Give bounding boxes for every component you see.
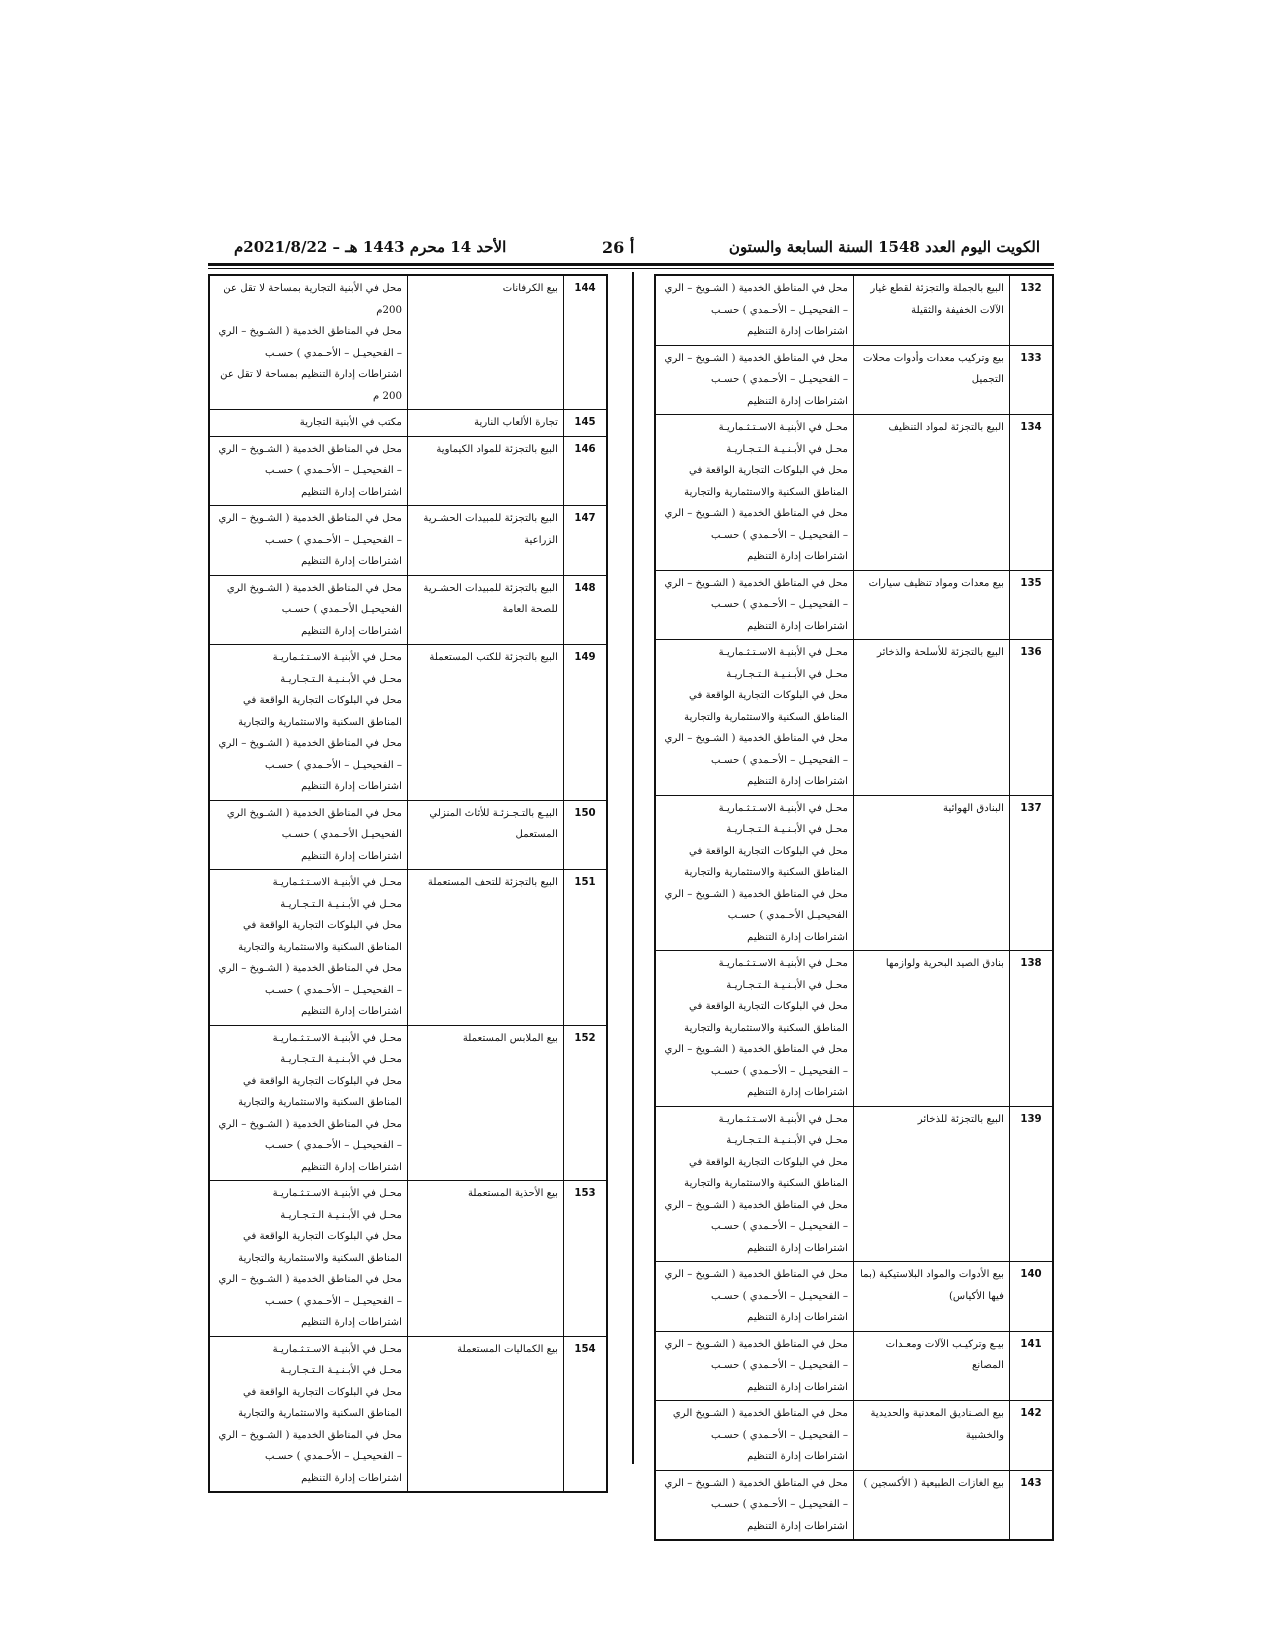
table-row: [209, 410, 607, 437]
page-number: أ 26: [602, 238, 635, 257]
row-number: 151: [564, 870, 608, 1026]
location-line: اشتراطات إدارة التنظيم: [301, 850, 402, 862]
location-line: محـل في الأبنيـة الاسـتـثـماريـة: [272, 1188, 402, 1199]
header-rule-thick: [208, 263, 1054, 266]
row-number: 133: [1010, 345, 1054, 415]
table-row: [655, 1470, 1053, 1540]
location-cell: [209, 410, 408, 437]
row-number: 139: [1010, 1106, 1054, 1262]
location-line: محل في المناطق الخدمية ( الشـويخ – الري: [664, 1269, 848, 1280]
location-line: محل في المناطق الخدمية ( الشـويخ – الري: [218, 1429, 402, 1441]
activities-table-left: [208, 274, 608, 1493]
location-line: محل في المناطق الخدمية ( الشـويخ – الري: [664, 733, 848, 744]
row-number: 147: [564, 506, 608, 576]
activity-cell: البيـع بالتـجـزئـة للأثاث المنزلي المستعمل: [408, 800, 564, 870]
location-line: – الفحيحيـل – الأحـمدي ) حسـب: [711, 1429, 848, 1441]
location-line: اشتراطات إدارة التنظيم: [747, 395, 848, 407]
activity-cell: البيع بالتجزئة للتحف المستعملة: [408, 870, 564, 1026]
activity-cell: بيع الأحذية المستعملة: [408, 1181, 564, 1337]
table-row: [655, 275, 1053, 345]
location-line: محـل في الأبـنـيـة الـتـجـاريـة: [280, 673, 402, 685]
activity-cell: بيـع وتركيـب الآلات ومعـدات المصانع: [854, 1331, 1010, 1401]
location-line: اشتراطات إدارة التنظيم: [747, 326, 848, 337]
location-line: اشتراطات إدارة التنظيم: [301, 781, 402, 792]
location-line: محل في المناطق الخدمية ( الشـويخ – الري: [664, 352, 848, 364]
row-number: 141: [1010, 1331, 1054, 1401]
location-line: محل في البلوكات التجارية الواقعة في: [688, 690, 848, 701]
activity-cell: البيع بالتجزئة للكتب المستعملة: [408, 645, 564, 801]
location-line: اشتراطات إدارة التنظيم: [747, 620, 848, 632]
table-row: [655, 345, 1053, 415]
location-line: – الفحيحيـل – الأحـمدي ) حسـب: [711, 1290, 848, 1302]
location-line: محـل في الأبـنـيـة الـتـجـاريـة: [726, 824, 848, 835]
location-line: – الفحيحيـل – الأحـمدي ) حسـب: [711, 599, 848, 610]
location-line: الفحيحيـل الأحـمدي ) حسـب: [281, 829, 402, 840]
location-cell: [209, 506, 408, 576]
location-cell: [655, 415, 854, 571]
row-number: 152: [564, 1025, 608, 1181]
location-line: المناطق السكنية والاستثمارية والتجارية: [238, 941, 402, 953]
row-number: 142: [1010, 1401, 1054, 1471]
location-line: محـل في الأبنيـة الاسـتـثـماريـة: [718, 647, 848, 658]
header-rule-thin: [208, 268, 1054, 269]
location-line: – الفحيحيـل – الأحـمدي ) حسـب: [711, 304, 848, 316]
location-cell: [655, 951, 854, 1107]
location-cell: [655, 640, 854, 796]
location-line: محل في المناطق الخدمية ( الشـويخ – الري: [664, 283, 848, 294]
location-cell: [655, 1262, 854, 1332]
row-number: 149: [564, 645, 608, 801]
location-line: الفحيحيـل الأحـمدي ) حسـب: [281, 604, 402, 615]
table-row: [655, 640, 1053, 796]
location-line: اشتراطات إدارة التنظيم: [301, 1317, 402, 1328]
location-cell: [209, 870, 408, 1026]
location-line: اشتراطات إدارة التنظيم: [747, 551, 848, 562]
location-line: اشتراطات إدارة التنظيم: [301, 1161, 402, 1173]
location-line: اشتراطات إدارة التنظيم: [747, 931, 848, 943]
location-line: محـل في الأبـنـيـة الـتـجـاريـة: [726, 668, 848, 680]
activity-cell: البيع بالتجزئة للذخائر: [854, 1106, 1010, 1262]
location-line: – الفحيحيـل – الأحـمدي ) حسـب: [711, 754, 848, 766]
location-line: محل في البلوكات التجارية الواقعة في: [688, 845, 848, 857]
row-number: 137: [1010, 795, 1054, 951]
activity-cell: البنادق الهوائية: [854, 795, 1010, 951]
location-line: محل في المناطق الخدمية ( الشـويخ – الري: [664, 1477, 848, 1489]
location-line: محل في المناطق الخدمية ( الشـويخ – الري: [218, 513, 402, 524]
activity-cell: بيع الأدوات والمواد البلاستيكية (بما فيها الأكياس): [854, 1262, 1010, 1332]
table-row: [655, 415, 1053, 571]
location-line: – الفحيحيـل – الأحـمدي ) حسـب: [265, 1295, 402, 1307]
location-cell: [209, 436, 408, 506]
location-cell: [655, 570, 854, 640]
location-line: – الفحيحيـل – الأحـمدي ) حسـب: [711, 374, 848, 385]
table-row: [209, 645, 607, 801]
row-number: 144: [564, 275, 608, 410]
location-line: المناطق السكنية والاستثمارية والتجارية: [684, 486, 848, 498]
location-line: المناطق السكنية والاستثمارية والتجارية: [684, 867, 848, 878]
row-number: 140: [1010, 1262, 1054, 1332]
location-line: محل في المناطق الخدمية ( الشـويخ – الري: [664, 1199, 848, 1211]
location-line: محل في المناطق الخدمية ( الشـويخ – الري: [218, 326, 402, 337]
location-cell: [655, 345, 854, 415]
location-cell: [655, 1331, 854, 1401]
location-line: 200م: [376, 304, 402, 316]
table-row: [655, 1262, 1053, 1332]
table-row: [209, 275, 607, 410]
location-line: اشتراطات إدارة التنظيم: [301, 486, 402, 498]
location-line: – الفحيحيـل – الأحـمدي ) حسـب: [711, 529, 848, 541]
location-line: محـل في الأبـنـيـة الـتـجـاريـة: [726, 1135, 848, 1146]
location-line: المناطق السكنية والاستثمارية والتجارية: [684, 1178, 848, 1189]
table-row: [655, 1401, 1053, 1471]
location-line: محل في البلوكات التجارية الواقعة في: [242, 695, 402, 706]
location-line: اشتراطات إدارة التنظيم: [747, 1087, 848, 1098]
location-line: محل في المناطق الخدمية ( الشـويخ – الري: [664, 1044, 848, 1055]
location-line: – الفحيحيـل – الأحـمدي ) حسـب: [711, 1360, 848, 1371]
location-line: محل في المناطق الخدمية ( الشـويخ الري: [226, 807, 402, 819]
location-line: محـل في الأبـنـيـة الـتـجـاريـة: [280, 1209, 402, 1221]
table-row: [655, 1106, 1053, 1262]
activity-cell: بنادق الصيد البحرية ولوازمها: [854, 951, 1010, 1107]
row-number: 154: [564, 1336, 608, 1492]
location-line: محل في البلوكات التجارية الواقعة في: [688, 1156, 848, 1168]
location-line: محل في البلوكات التجارية الواقعة في: [242, 1386, 402, 1398]
activity-cell: البيع بالتجزئة لمواد التنظيف: [854, 415, 1010, 571]
location-line: المناطق السكنية والاستثمارية والتجارية: [238, 1097, 402, 1108]
location-line: المناطق السكنية والاستثمارية والتجارية: [238, 1408, 402, 1419]
location-line: اشتراطات إدارة التنظيم: [747, 776, 848, 787]
location-line: محل في المناطق الخدمية ( الشـويخ – الري: [218, 738, 402, 749]
activity-cell: بيع معدات ومواد تنظيف سيارات: [854, 570, 1010, 640]
location-cell: [655, 1470, 854, 1540]
location-line: – الفحيحيـل – الأحـمدي ) حسـب: [711, 1499, 848, 1510]
table-row: [209, 870, 607, 1026]
location-line: محـل في الأبنيـة الاسـتـثـماريـة: [718, 958, 848, 969]
activities-table-right: [654, 274, 1054, 1541]
activity-cell: تجارة الألعاب النارية: [408, 410, 564, 437]
table-row: [655, 951, 1053, 1107]
location-line: محـل في الأبنيـة الاسـتـثـماريـة: [718, 422, 848, 433]
location-line: محل في المناطق الخدمية ( الشـويخ الري: [226, 582, 402, 594]
location-line: محل في البلوكات التجارية الواقعة في: [688, 1001, 848, 1012]
location-line: محل في البلوكات التجارية الواقعة في: [242, 1231, 402, 1242]
location-cell: [209, 800, 408, 870]
table-row: [209, 1336, 607, 1492]
table-row: [655, 1331, 1053, 1401]
location-line: محل في البلوكات التجارية الواقعة في: [242, 1075, 402, 1087]
location-cell: [655, 1401, 854, 1471]
location-line: محل في المناطق الخدمية ( الشـويخ – الري: [218, 1118, 402, 1130]
activity-cell: البيع بالجملة والتجزئة لقطع غيار الآلات الخفيفة والثقيلة: [854, 275, 1010, 345]
table-row: [209, 1025, 607, 1181]
location-line: 200 م: [373, 390, 402, 402]
location-line: محـل في الأبنيـة الاسـتـثـماريـة: [718, 802, 848, 814]
location-line: – الفحيحيـل – الأحـمدي ) حسـب: [265, 1451, 402, 1462]
location-line: محل في المناطق الخدمية ( الشـويخ – الري: [664, 1338, 848, 1350]
location-line: محل في المناطق الخدمية ( الشـويخ – الري: [664, 577, 848, 589]
row-number: 146: [564, 436, 608, 506]
table-row: [209, 800, 607, 870]
location-line: اشتراطات إدارة التنظيم: [747, 1312, 848, 1323]
row-number: 148: [564, 575, 608, 645]
location-line: محل في المناطق الخدمية ( الشـويخ – الري: [664, 888, 848, 900]
location-line: المناطق السكنية والاستثمارية والتجارية: [684, 1022, 848, 1034]
activity-cell: البيع بالتجزئة للأسلحة والذخائر: [854, 640, 1010, 796]
activity-cell: البيع بالتجزئة للمبيدات الحشـرية للصحة العامة: [408, 575, 564, 645]
location-line: اشتراطات إدارة التنظيم: [301, 625, 402, 637]
location-line: محـل في الأبنيـة الاسـتـثـماريـة: [272, 1032, 402, 1044]
location-line: محـل في الأبـنـيـة الـتـجـاريـة: [280, 1365, 402, 1376]
location-line: اشتراطات إدارة التنظيم بمساحة لا تقل عن: [220, 369, 402, 380]
row-number: 135: [1010, 570, 1054, 640]
row-number: 136: [1010, 640, 1054, 796]
location-cell: [655, 795, 854, 951]
row-number: 143: [1010, 1470, 1054, 1540]
location-line: – الفحيحيـل – الأحـمدي ) حسـب: [711, 1221, 848, 1232]
location-line: اشتراطات إدارة التنظيم: [301, 1006, 402, 1017]
location-cell: [209, 645, 408, 801]
location-line: مكتب في الأبنية التجارية: [299, 417, 402, 428]
location-cell: [655, 1106, 854, 1262]
location-line: اشتراطات إدارة التنظيم: [747, 1451, 848, 1462]
location-line: محـل في الأبـنـيـة الـتـجـاريـة: [726, 443, 848, 455]
location-line: محل في المناطق الخدمية ( الشـويخ – الري: [218, 443, 402, 455]
location-line: – الفحيحيـل – الأحـمدي ) حسـب: [265, 534, 402, 546]
location-line: اشتراطات إدارة التنظيم: [747, 1520, 848, 1532]
location-line: محل في المناطق الخدمية ( الشـويخ – الري: [218, 1274, 402, 1285]
row-number: 145: [564, 410, 608, 437]
location-line: اشتراطات إدارة التنظيم: [747, 1381, 848, 1393]
table-row: [209, 1181, 607, 1337]
activity-cell: بيع الغازات الطبيعية ( الأكسجين ): [854, 1470, 1010, 1540]
location-cell: [209, 275, 408, 410]
location-line: اشتراطات إدارة التنظيم: [301, 556, 402, 567]
activity-cell: بيع الملابس المستعملة: [408, 1025, 564, 1181]
table-row: [209, 575, 607, 645]
gazette-title: الكويت اليوم العدد 1548 السنة السابعة والستون: [728, 238, 1040, 256]
location-cell: [209, 1336, 408, 1492]
column-divider: [632, 272, 634, 1464]
activity-cell: البيع بالتجزئة للمواد الكيماوية: [408, 436, 564, 506]
location-line: المناطق السكنية والاستثمارية والتجارية: [238, 716, 402, 728]
table-row: [655, 570, 1053, 640]
location-cell: [655, 275, 854, 345]
location-line: محل في المناطق الخدمية ( الشـويخ – الري: [664, 508, 848, 519]
table-row: [209, 436, 607, 506]
location-line: محل في المناطق الخدمية ( الشـويخ – الري: [218, 963, 402, 974]
location-line: محل في المناطق الخدمية ( الشـويخ الري: [672, 1408, 848, 1419]
activity-cell: البيع بالتجزئة للمبيدات الحشـرية الزراعية: [408, 506, 564, 576]
location-line: – الفحيحيـل – الأحـمدي ) حسـب: [265, 347, 402, 359]
row-number: 138: [1010, 951, 1054, 1107]
location-line: محـل في الأبنيـة الاسـتـثـماريـة: [272, 652, 402, 663]
row-number: 132: [1010, 275, 1054, 345]
location-line: اشتراطات إدارة التنظيم: [301, 1472, 402, 1484]
row-number: 150: [564, 800, 608, 870]
activity-cell: بيع الكماليات المستعملة: [408, 1336, 564, 1492]
location-cell: [209, 1181, 408, 1337]
location-line: محل في البلوكات التجارية الواقعة في: [242, 920, 402, 931]
activity-cell: بيع الصـناديق المعدنية والحديدية والخشبية: [854, 1401, 1010, 1471]
activity-cell: بيع وتركيب معدات وأدوات محلات التجميل: [854, 345, 1010, 415]
location-line: محـل في الأبنيـة الاسـتـثـماريـة: [718, 1113, 848, 1125]
location-line: – الفحيحيـل – الأحـمدي ) حسـب: [265, 984, 402, 996]
row-number: 134: [1010, 415, 1054, 571]
location-line: – الفحيحيـل – الأحـمدي ) حسـب: [711, 1065, 848, 1077]
location-line: محـل في الأبـنـيـة الـتـجـاريـة: [280, 898, 402, 910]
activity-cell: بيع الكرفانات: [408, 275, 564, 410]
location-line: محل في الأبنية التجارية بمساحة لا تقل عن: [223, 283, 402, 294]
location-cell: [209, 1025, 408, 1181]
location-line: محـل في الأبنيـة الاسـتـثـماريـة: [272, 877, 402, 888]
table-row: [655, 795, 1053, 951]
location-line: محـل في الأبـنـيـة الـتـجـاريـة: [726, 979, 848, 991]
issue-date: الأحد 14 محرم 1443 هـ – 2021/8/22م: [234, 238, 507, 256]
location-line: اشتراطات إدارة التنظيم: [747, 1242, 848, 1254]
location-line: محـل في الأبنيـة الاسـتـثـماريـة: [272, 1343, 402, 1355]
page-header: [222, 238, 1040, 264]
row-number: 153: [564, 1181, 608, 1337]
location-line: محل في البلوكات التجارية الواقعة في: [688, 465, 848, 476]
location-line: المناطق السكنية والاستثمارية والتجارية: [684, 711, 848, 723]
location-line: محـل في الأبـنـيـة الـتـجـاريـة: [280, 1054, 402, 1065]
table-row: [209, 506, 607, 576]
location-line: – الفحيحيـل – الأحـمدي ) حسـب: [265, 1140, 402, 1151]
location-line: المناطق السكنية والاستثمارية والتجارية: [238, 1252, 402, 1264]
location-cell: [209, 575, 408, 645]
location-line: – الفحيحيـل – الأحـمدي ) حسـب: [265, 759, 402, 771]
location-line: الفحيحيـل الأحـمدي ) حسـب: [727, 910, 848, 921]
location-line: – الفحيحيـل – الأحـمدي ) حسـب: [265, 465, 402, 476]
